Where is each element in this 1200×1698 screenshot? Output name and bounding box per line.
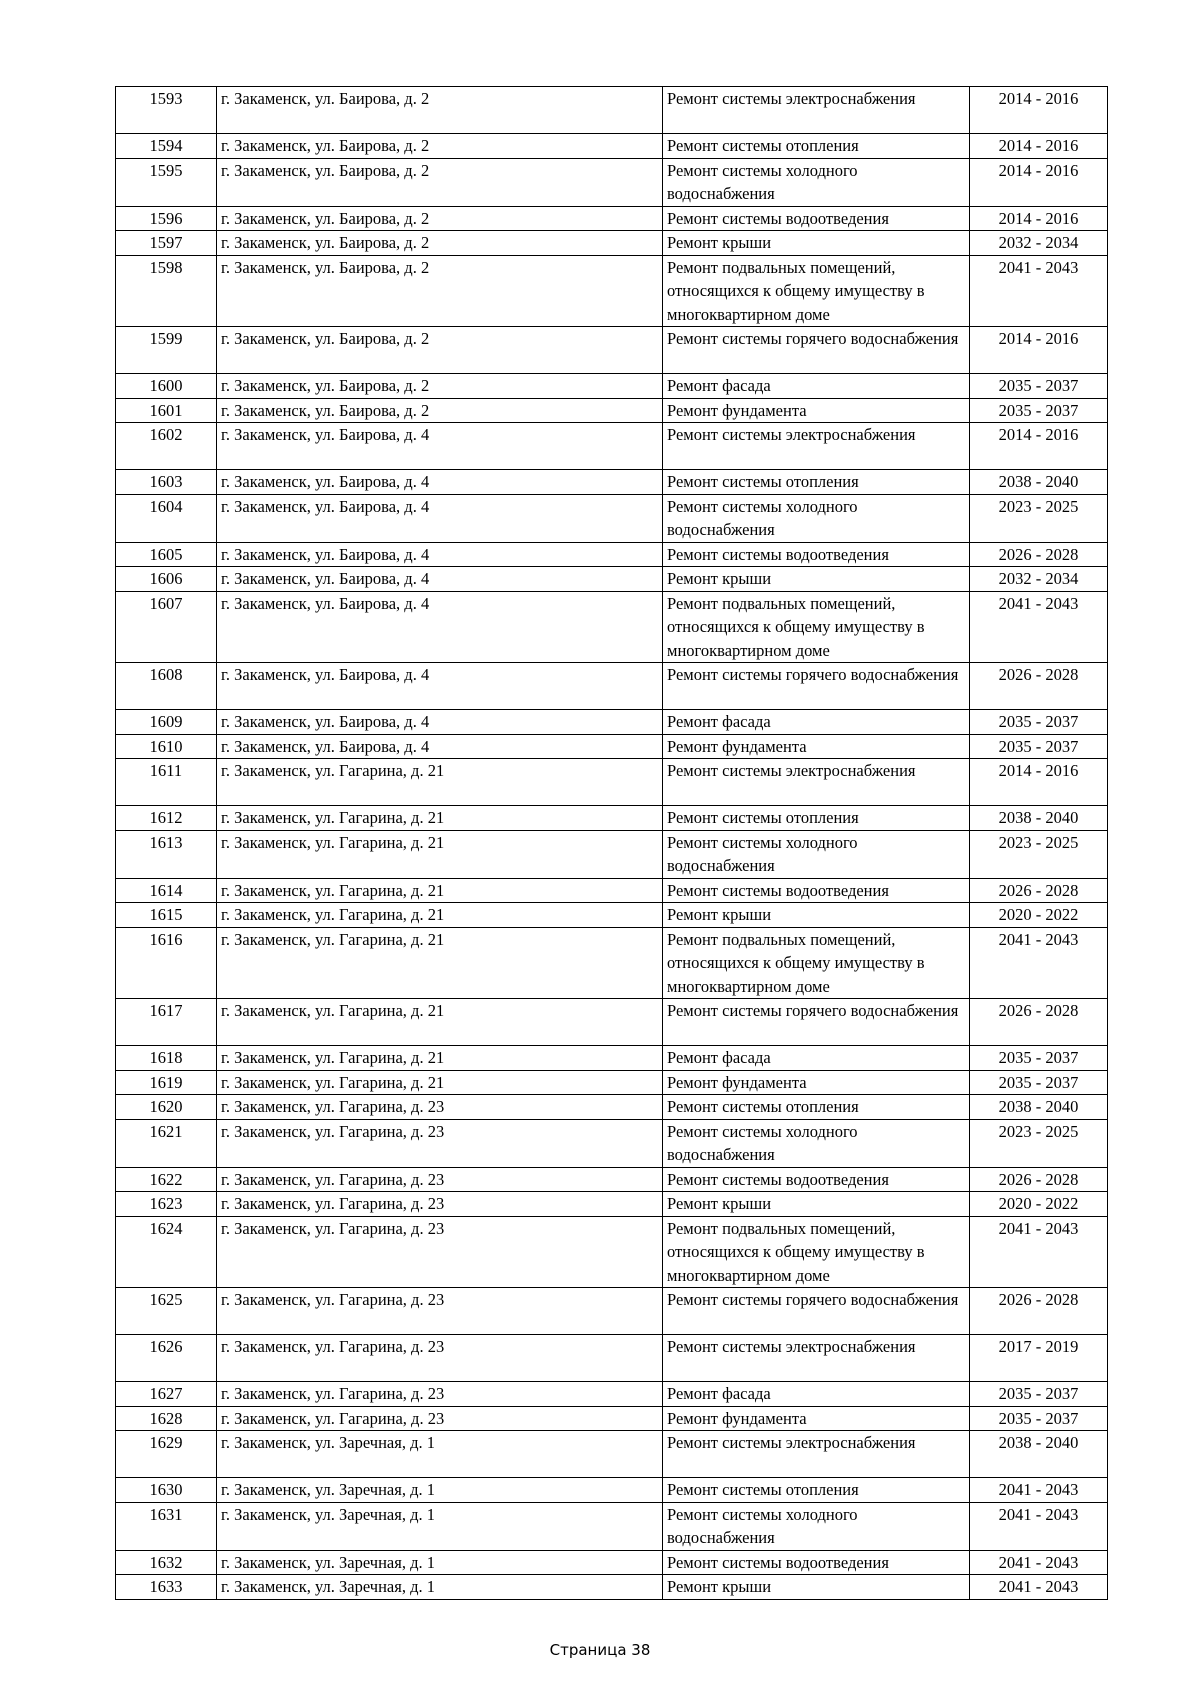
row-number: 1596 bbox=[116, 206, 217, 231]
period-cell: 2035 - 2037 bbox=[970, 1070, 1108, 1095]
period-cell: 2026 - 2028 bbox=[970, 1167, 1108, 1192]
address-cell: г. Закаменск, ул. Баирова, д. 4 bbox=[217, 470, 663, 495]
address-cell: г. Закаменск, ул. Баирова, д. 4 bbox=[217, 591, 663, 663]
address-cell: г. Закаменск, ул. Гагарина, д. 21 bbox=[217, 999, 663, 1046]
row-number: 1629 bbox=[116, 1431, 217, 1478]
address-cell: г. Закаменск, ул. Баирова, д. 4 bbox=[217, 423, 663, 470]
row-number: 1608 bbox=[116, 663, 217, 710]
period-cell: 2041 - 2043 bbox=[970, 927, 1108, 999]
work-type-cell: Ремонт фасада bbox=[663, 710, 970, 735]
address-cell: г. Закаменск, ул. Гагарина, д. 21 bbox=[217, 806, 663, 831]
address-cell: г. Закаменск, ул. Баирова, д. 4 bbox=[217, 663, 663, 710]
table-row bbox=[116, 927, 1108, 999]
work-type-cell: Ремонт системы водоотведения bbox=[663, 1550, 970, 1575]
table-row bbox=[116, 1095, 1108, 1120]
address-cell: г. Закаменск, ул. Баирова, д. 4 bbox=[217, 710, 663, 735]
address-cell: г. Закаменск, ул. Гагарина, д. 23 bbox=[217, 1382, 663, 1407]
row-number: 1605 bbox=[116, 542, 217, 567]
row-number: 1623 bbox=[116, 1192, 217, 1217]
work-type-cell: Ремонт крыши bbox=[663, 231, 970, 256]
table-row bbox=[116, 1431, 1108, 1478]
row-number: 1616 bbox=[116, 927, 217, 999]
work-type-cell: Ремонт крыши bbox=[663, 1192, 970, 1217]
row-number: 1617 bbox=[116, 999, 217, 1046]
address-cell: г. Закаменск, ул. Гагарина, д. 21 bbox=[217, 927, 663, 999]
table-row bbox=[116, 158, 1108, 206]
address-cell: г. Закаменск, ул. Гагарина, д. 21 bbox=[217, 1070, 663, 1095]
row-number: 1628 bbox=[116, 1406, 217, 1431]
address-cell: г. Закаменск, ул. Гагарина, д. 21 bbox=[217, 1046, 663, 1071]
period-cell: 2035 - 2037 bbox=[970, 1046, 1108, 1071]
period-cell: 2038 - 2040 bbox=[970, 470, 1108, 495]
work-type-cell: Ремонт системы отопления bbox=[663, 470, 970, 495]
work-type-cell: Ремонт системы отопления bbox=[663, 1095, 970, 1120]
row-number: 1601 bbox=[116, 398, 217, 423]
period-cell: 2035 - 2037 bbox=[970, 710, 1108, 735]
period-cell: 2023 - 2025 bbox=[970, 830, 1108, 878]
address-cell: г. Закаменск, ул. Гагарина, д. 23 bbox=[217, 1288, 663, 1335]
period-cell: 2014 - 2016 bbox=[970, 158, 1108, 206]
period-cell: 2014 - 2016 bbox=[970, 423, 1108, 470]
row-number: 1606 bbox=[116, 567, 217, 592]
period-cell: 2032 - 2034 bbox=[970, 231, 1108, 256]
work-type-cell: Ремонт фундамента bbox=[663, 734, 970, 759]
table-row bbox=[116, 134, 1108, 159]
address-cell: г. Закаменск, ул. Баирова, д. 2 bbox=[217, 134, 663, 159]
period-cell: 2014 - 2016 bbox=[970, 206, 1108, 231]
period-cell: 2026 - 2028 bbox=[970, 663, 1108, 710]
table-row bbox=[116, 1119, 1108, 1167]
address-cell: г. Закаменск, ул. Заречная, д. 1 bbox=[217, 1431, 663, 1478]
work-type-cell: Ремонт фундамента bbox=[663, 1406, 970, 1431]
row-number: 1600 bbox=[116, 374, 217, 399]
period-cell: 2014 - 2016 bbox=[970, 759, 1108, 806]
work-type-cell: Ремонт системы электроснабжения bbox=[663, 759, 970, 806]
row-number: 1615 bbox=[116, 903, 217, 928]
table-row bbox=[116, 206, 1108, 231]
address-cell: г. Закаменск, ул. Баирова, д. 2 bbox=[217, 398, 663, 423]
work-type-cell: Ремонт системы горячего водоснабжения bbox=[663, 663, 970, 710]
work-type-cell: Ремонт системы водоотведения bbox=[663, 878, 970, 903]
period-cell: 2017 - 2019 bbox=[970, 1335, 1108, 1382]
table-row bbox=[116, 806, 1108, 831]
period-cell: 2041 - 2043 bbox=[970, 1502, 1108, 1550]
period-cell: 2023 - 2025 bbox=[970, 1119, 1108, 1167]
address-cell: г. Закаменск, ул. Заречная, д. 1 bbox=[217, 1550, 663, 1575]
period-cell: 2041 - 2043 bbox=[970, 1216, 1108, 1288]
table-row bbox=[116, 87, 1108, 134]
row-number: 1612 bbox=[116, 806, 217, 831]
address-cell: г. Закаменск, ул. Заречная, д. 1 bbox=[217, 1502, 663, 1550]
period-cell: 2041 - 2043 bbox=[970, 1550, 1108, 1575]
address-cell: г. Закаменск, ул. Баирова, д. 2 bbox=[217, 87, 663, 134]
table-row bbox=[116, 255, 1108, 327]
work-type-cell: Ремонт системы горячего водоснабжения bbox=[663, 327, 970, 374]
address-cell: г. Закаменск, ул. Баирова, д. 2 bbox=[217, 327, 663, 374]
address-cell: г. Закаменск, ул. Гагарина, д. 23 bbox=[217, 1167, 663, 1192]
period-cell: 2038 - 2040 bbox=[970, 806, 1108, 831]
address-cell: г. Закаменск, ул. Гагарина, д. 21 bbox=[217, 759, 663, 806]
work-type-cell: Ремонт фасада bbox=[663, 1046, 970, 1071]
period-cell: 2014 - 2016 bbox=[970, 134, 1108, 159]
row-number: 1597 bbox=[116, 231, 217, 256]
period-cell: 2026 - 2028 bbox=[970, 999, 1108, 1046]
table-row bbox=[116, 374, 1108, 399]
period-cell: 2041 - 2043 bbox=[970, 1575, 1108, 1600]
row-number: 1624 bbox=[116, 1216, 217, 1288]
page-footer bbox=[0, 1641, 1200, 1659]
period-cell: 2041 - 2043 bbox=[970, 591, 1108, 663]
address-cell: г. Закаменск, ул. Гагарина, д. 23 bbox=[217, 1119, 663, 1167]
period-cell: 2014 - 2016 bbox=[970, 87, 1108, 134]
work-type-cell: Ремонт системы отопления bbox=[663, 1478, 970, 1503]
row-number: 1625 bbox=[116, 1288, 217, 1335]
work-type-cell: Ремонт подвальных помещений, относящихся к общему имуществу в многоквартирном доме bbox=[663, 927, 970, 999]
work-type-cell: Ремонт системы электроснабжения bbox=[663, 423, 970, 470]
table-row bbox=[116, 734, 1108, 759]
table-row bbox=[116, 591, 1108, 663]
period-cell: 2023 - 2025 bbox=[970, 494, 1108, 542]
work-type-cell: Ремонт системы электроснабжения bbox=[663, 1335, 970, 1382]
address-cell: г. Закаменск, ул. Гагарина, д. 23 bbox=[217, 1095, 663, 1120]
work-type-cell: Ремонт системы холодного водоснабжения bbox=[663, 1119, 970, 1167]
table-row bbox=[116, 423, 1108, 470]
table-row bbox=[116, 710, 1108, 735]
address-cell: г. Закаменск, ул. Заречная, д. 1 bbox=[217, 1478, 663, 1503]
table-row bbox=[116, 1216, 1108, 1288]
row-number: 1594 bbox=[116, 134, 217, 159]
row-number: 1604 bbox=[116, 494, 217, 542]
work-type-cell: Ремонт системы электроснабжения bbox=[663, 87, 970, 134]
table-row bbox=[116, 1070, 1108, 1095]
address-cell: г. Закаменск, ул. Гагарина, д. 23 bbox=[217, 1335, 663, 1382]
table-row bbox=[116, 1550, 1108, 1575]
row-number: 1620 bbox=[116, 1095, 217, 1120]
work-type-cell: Ремонт системы водоотведения bbox=[663, 542, 970, 567]
row-number: 1598 bbox=[116, 255, 217, 327]
period-cell: 2035 - 2037 bbox=[970, 374, 1108, 399]
table-row bbox=[116, 999, 1108, 1046]
table-row bbox=[116, 1382, 1108, 1407]
period-cell: 2035 - 2037 bbox=[970, 1406, 1108, 1431]
period-cell: 2014 - 2016 bbox=[970, 327, 1108, 374]
work-type-cell: Ремонт подвальных помещений, относящихся к общему имуществу в многоквартирном доме bbox=[663, 255, 970, 327]
work-type-cell: Ремонт крыши bbox=[663, 903, 970, 928]
period-cell: 2035 - 2037 bbox=[970, 1382, 1108, 1407]
work-type-cell: Ремонт системы горячего водоснабжения bbox=[663, 1288, 970, 1335]
row-number: 1603 bbox=[116, 470, 217, 495]
period-cell: 2035 - 2037 bbox=[970, 734, 1108, 759]
row-number: 1602 bbox=[116, 423, 217, 470]
row-number: 1613 bbox=[116, 830, 217, 878]
table-row bbox=[116, 1335, 1108, 1382]
table-row bbox=[116, 1046, 1108, 1071]
table-row bbox=[116, 1167, 1108, 1192]
period-cell: 2041 - 2043 bbox=[970, 1478, 1108, 1503]
work-type-cell: Ремонт подвальных помещений, относящихся к общему имуществу в многоквартирном доме bbox=[663, 1216, 970, 1288]
table-row bbox=[116, 327, 1108, 374]
period-cell: 2020 - 2022 bbox=[970, 1192, 1108, 1217]
work-type-cell: Ремонт системы горячего водоснабжения bbox=[663, 999, 970, 1046]
row-number: 1622 bbox=[116, 1167, 217, 1192]
repair-schedule-table bbox=[115, 86, 1108, 1600]
work-type-cell: Ремонт фундамента bbox=[663, 398, 970, 423]
period-cell: 2026 - 2028 bbox=[970, 542, 1108, 567]
row-number: 1630 bbox=[116, 1478, 217, 1503]
work-type-cell: Ремонт системы водоотведения bbox=[663, 206, 970, 231]
table-row bbox=[116, 494, 1108, 542]
address-cell: г. Закаменск, ул. Гагарина, д. 21 bbox=[217, 903, 663, 928]
row-number: 1633 bbox=[116, 1575, 217, 1600]
table-row bbox=[116, 903, 1108, 928]
table-row bbox=[116, 878, 1108, 903]
table-row bbox=[116, 830, 1108, 878]
work-type-cell: Ремонт системы холодного водоснабжения bbox=[663, 494, 970, 542]
address-cell: г. Закаменск, ул. Баирова, д. 4 bbox=[217, 567, 663, 592]
table-row bbox=[116, 1192, 1108, 1217]
work-type-cell: Ремонт подвальных помещений, относящихся к общему имуществу в многоквартирном доме bbox=[663, 591, 970, 663]
address-cell: г. Закаменск, ул. Баирова, д. 2 bbox=[217, 158, 663, 206]
address-cell: г. Закаменск, ул. Баирова, д. 2 bbox=[217, 374, 663, 399]
table-row bbox=[116, 1406, 1108, 1431]
row-number: 1609 bbox=[116, 710, 217, 735]
row-number: 1607 bbox=[116, 591, 217, 663]
period-cell: 2020 - 2022 bbox=[970, 903, 1108, 928]
work-type-cell: Ремонт системы отопления bbox=[663, 806, 970, 831]
work-type-cell: Ремонт системы водоотведения bbox=[663, 1167, 970, 1192]
row-number: 1621 bbox=[116, 1119, 217, 1167]
work-type-cell: Ремонт фундамента bbox=[663, 1070, 970, 1095]
page-number: Страница 38 bbox=[549, 1641, 651, 1659]
work-type-cell: Ремонт системы отопления bbox=[663, 134, 970, 159]
row-number: 1599 bbox=[116, 327, 217, 374]
address-cell: г. Закаменск, ул. Гагарина, д. 23 bbox=[217, 1216, 663, 1288]
row-number: 1631 bbox=[116, 1502, 217, 1550]
row-number: 1610 bbox=[116, 734, 217, 759]
table-row bbox=[116, 398, 1108, 423]
address-cell: г. Закаменск, ул. Гагарина, д. 21 bbox=[217, 878, 663, 903]
period-cell: 2038 - 2040 bbox=[970, 1431, 1108, 1478]
address-cell: г. Закаменск, ул. Баирова, д. 4 bbox=[217, 734, 663, 759]
table-row bbox=[116, 663, 1108, 710]
row-number: 1619 bbox=[116, 1070, 217, 1095]
address-cell: г. Закаменск, ул. Баирова, д. 2 bbox=[217, 206, 663, 231]
period-cell: 2035 - 2037 bbox=[970, 398, 1108, 423]
address-cell: г. Закаменск, ул. Гагарина, д. 23 bbox=[217, 1192, 663, 1217]
period-cell: 2026 - 2028 bbox=[970, 878, 1108, 903]
row-number: 1632 bbox=[116, 1550, 217, 1575]
table-row bbox=[116, 1502, 1108, 1550]
address-cell: г. Закаменск, ул. Гагарина, д. 21 bbox=[217, 830, 663, 878]
work-type-cell: Ремонт крыши bbox=[663, 567, 970, 592]
table-row bbox=[116, 231, 1108, 256]
period-cell: 2041 - 2043 bbox=[970, 255, 1108, 327]
period-cell: 2038 - 2040 bbox=[970, 1095, 1108, 1120]
table-row bbox=[116, 1575, 1108, 1600]
work-type-cell: Ремонт системы холодного водоснабжения bbox=[663, 158, 970, 206]
work-type-cell: Ремонт системы электроснабжения bbox=[663, 1431, 970, 1478]
table-row bbox=[116, 470, 1108, 495]
table-row bbox=[116, 567, 1108, 592]
work-type-cell: Ремонт фасада bbox=[663, 374, 970, 399]
repair-schedule-sheet bbox=[115, 86, 1107, 1600]
work-type-cell: Ремонт фасада bbox=[663, 1382, 970, 1407]
row-number: 1595 bbox=[116, 158, 217, 206]
row-number: 1618 bbox=[116, 1046, 217, 1071]
row-number: 1611 bbox=[116, 759, 217, 806]
address-cell: г. Закаменск, ул. Баирова, д. 2 bbox=[217, 255, 663, 327]
table-row bbox=[116, 1478, 1108, 1503]
address-cell: г. Закаменск, ул. Баирова, д. 4 bbox=[217, 542, 663, 567]
work-type-cell: Ремонт крыши bbox=[663, 1575, 970, 1600]
row-number: 1627 bbox=[116, 1382, 217, 1407]
address-cell: г. Закаменск, ул. Баирова, д. 4 bbox=[217, 494, 663, 542]
work-type-cell: Ремонт системы холодного водоснабжения bbox=[663, 1502, 970, 1550]
table-row bbox=[116, 1288, 1108, 1335]
table-body bbox=[116, 87, 1108, 1600]
period-cell: 2032 - 2034 bbox=[970, 567, 1108, 592]
address-cell: г. Закаменск, ул. Гагарина, д. 23 bbox=[217, 1406, 663, 1431]
table-row bbox=[116, 759, 1108, 806]
table-row bbox=[116, 542, 1108, 567]
work-type-cell: Ремонт системы холодного водоснабжения bbox=[663, 830, 970, 878]
period-cell: 2026 - 2028 bbox=[970, 1288, 1108, 1335]
row-number: 1593 bbox=[116, 87, 217, 134]
address-cell: г. Закаменск, ул. Заречная, д. 1 bbox=[217, 1575, 663, 1600]
address-cell: г. Закаменск, ул. Баирова, д. 2 bbox=[217, 231, 663, 256]
row-number: 1614 bbox=[116, 878, 217, 903]
row-number: 1626 bbox=[116, 1335, 217, 1382]
